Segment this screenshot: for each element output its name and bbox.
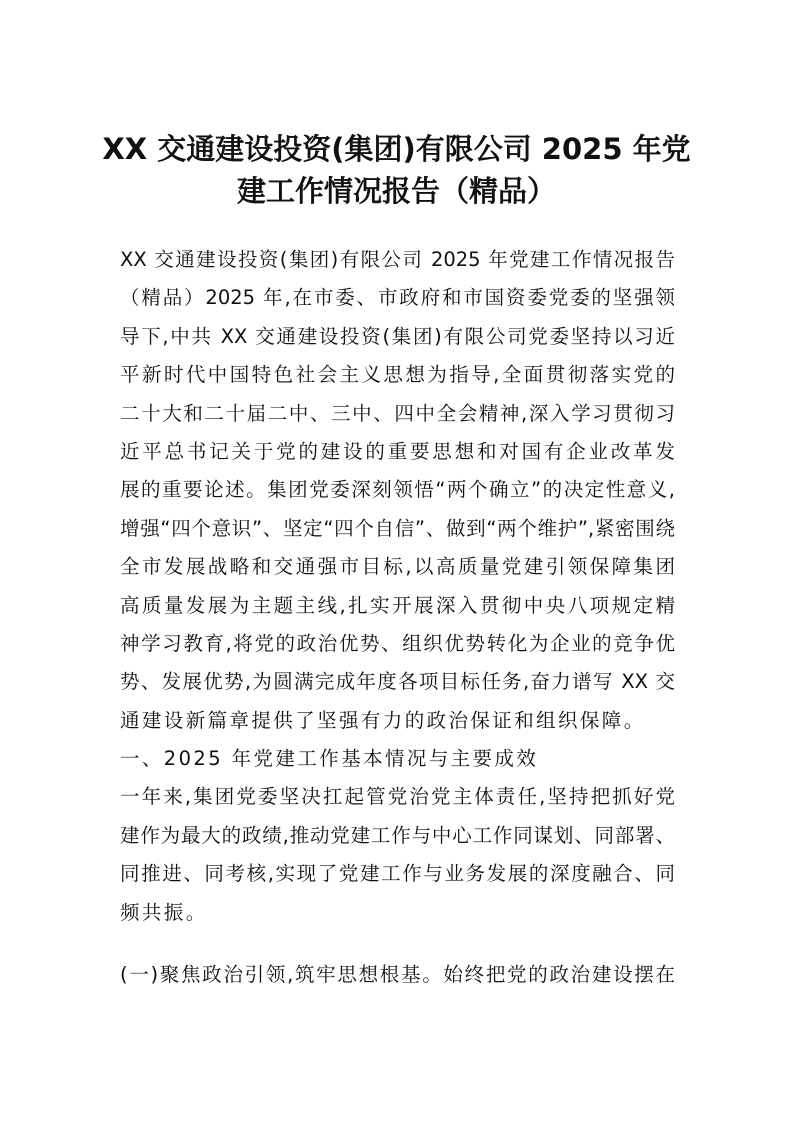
text-line: 频共振。 bbox=[120, 900, 208, 924]
text-line: (一)聚焦政治引领,筑牢思想根基。始终把党的政治建设摆在 bbox=[120, 963, 675, 987]
subsection-paragraph bbox=[120, 956, 675, 994]
text-line: 展的重要论述。集团党委深刻领悟“两个确立”的决定性意义, bbox=[120, 478, 675, 502]
text-line: 建作为最大的政绩,推动党建工作与中心工作同谋划、同部署、 bbox=[120, 823, 675, 847]
text-line: 平新时代中国特色社会主义思想为指导,全面贯彻落实党的 bbox=[120, 363, 675, 387]
text-line: 近平总书记关于党的建设的重要思想和对国有企业改革发 bbox=[120, 439, 675, 463]
text-line: 全市发展战略和交通强市目标,以高质量党建引领保障集团 bbox=[120, 555, 675, 579]
text-line: 一年来,集团党委坚决扛起管党治党主体责任,坚持把抓好党 bbox=[120, 785, 675, 809]
text-line: 导下,中共 XX 交通建设投资(集团)有限公司党委坚持以习近 bbox=[120, 324, 675, 348]
intro-paragraph bbox=[120, 241, 675, 740]
text-line: 势、发展优势,为圆满完成年度各项目标任务,奋力谱写 XX 交 bbox=[120, 670, 675, 694]
document-title-line-2: 建工作情况报告（精品） bbox=[236, 174, 556, 208]
section-heading bbox=[120, 740, 675, 778]
document-body bbox=[120, 241, 675, 994]
text-line: 高质量发展为主题主线,扎实开展深入贯彻中央八项规定精 bbox=[120, 593, 675, 617]
summary-paragraph bbox=[120, 778, 675, 932]
text-line: 同推进、同考核,实现了党建工作与业务发展的深度融合、同 bbox=[120, 862, 675, 886]
paragraph-spacing bbox=[120, 932, 675, 956]
text-line: 二十大和二十届二中、三中、四中全会精神,深入学习贯彻习 bbox=[120, 401, 675, 425]
section-heading-text: 一、2025 年党建工作基本情况与主要成效 bbox=[120, 747, 539, 771]
document-title-line-1: XX 交通建设投资(集团)有限公司 2025 年党 bbox=[102, 132, 691, 166]
text-line: 神学习教育,将党的政治优势、组织优势转化为企业的竞争优 bbox=[120, 631, 675, 655]
text-line: XX 交通建设投资(集团)有限公司 2025 年党建工作情况报告 bbox=[120, 248, 675, 271]
text-line: 增强“四个意识”、坚定“四个自信”、做到“两个维护”,紧密围绕 bbox=[120, 516, 675, 540]
text-line: （精品）2025 年,在市委、市政府和市国资委党委的坚强领 bbox=[120, 286, 675, 310]
text-line: 通建设新篇章提供了坚强有力的政治保证和组织保障。 bbox=[120, 708, 646, 732]
